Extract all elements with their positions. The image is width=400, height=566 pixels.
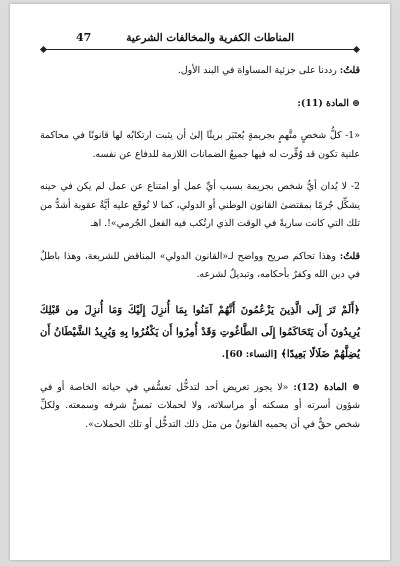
page-number: 47 — [76, 31, 92, 44]
paragraph-4 — [40, 248, 360, 285]
paragraph-1-text: رددنا على جزئية المساواة في البند الأول. — [177, 65, 340, 76]
verse-text: ﴿أَلَمْ تَرَ إِلَى الَّذِينَ يَزْعُمُونَ أَنَّهُمْ آمَنُوا بِمَا أُنزِلَ إِلَيْكَ وَمَا أُنزِلَ مِن قَبْلِكَ يُرِيدُونَ أَن يَتَحَاكَمُوا إِلَى الطَّاغُوتِ وَقَدْ أُمِرُوا أَن يَكْفُرُوا بِهِ وَيُرِيدُ الشَّيْطَانُ أَن يُضِلَّهُمْ ضَلَالًا بَعِيدًا﴾ — [40, 303, 360, 360]
header-rule — [44, 49, 356, 50]
article-11-clause-1: «1- كلُّ شخصٍ متَّهمٍ بجريمةٍ يُعتَبَر بريئًا إلىٰ أن يثبت ارتكابُه لها قانونًا في محاكمة علنية تكون قد وُفِّرت له فيها جميعُ الضمانات اللازمة للدفاع عن نفسه. — [40, 130, 360, 160]
qultu-label: قلتُ: — [339, 65, 360, 76]
qultu-label: قلتُ: — [339, 250, 360, 262]
running-title: المناطات الكفرية والمخالفات الشرعية — [126, 32, 294, 44]
article-12 — [40, 379, 360, 435]
paragraph-1 — [40, 62, 360, 81]
page-body — [40, 62, 360, 448]
article-12-heading: ⊛ المادة (12): — [293, 381, 360, 393]
article-11-heading: ⊛ المادة (11): — [297, 97, 360, 109]
verse-reference: [النساء: 60]. — [221, 348, 281, 360]
quran-verse — [40, 299, 360, 365]
document-page — [10, 4, 390, 560]
page-header — [44, 30, 356, 50]
article-11-clause-2: 2- لا يُدان أيُّ شخص بجريمة بسبب أيِّ عمل أو امتناع عن عمل لم يكن في حينه يشكِّل جُرمًا بمقتضىٰ القانون الوطني أو الدولي، كما لا تُوقَع عليه أيَّةُ عقوبة أشدُّ من تلك التي كانت ساريةً في الوقت الذي ارتُكب فيه الفعل الجُرمي»!. اهـ — [40, 181, 360, 229]
paragraph-4-text: وهذا تحاكم صريح وواضح لـ«القانون الدولي» المناقض للشريعة، وهذا باطلٌ في دين الله وكفرٌ بأحكامه، وتبديلٌ لشرعه. — [40, 250, 360, 280]
article-12-text: «لا يجوز تعريض أحد لتدخُّل تعسُّفي في حياته الخاصة أو في شؤون أسرته أو مسكنه أو مراسلاته، ولا لحملات تمسُّ شرفه وسمعته. ولكلِّ شخص حقٌّ في أن يحميه القانونُ من مثل ذلك التدخُّل أو تلك الحملات». — [40, 381, 360, 430]
